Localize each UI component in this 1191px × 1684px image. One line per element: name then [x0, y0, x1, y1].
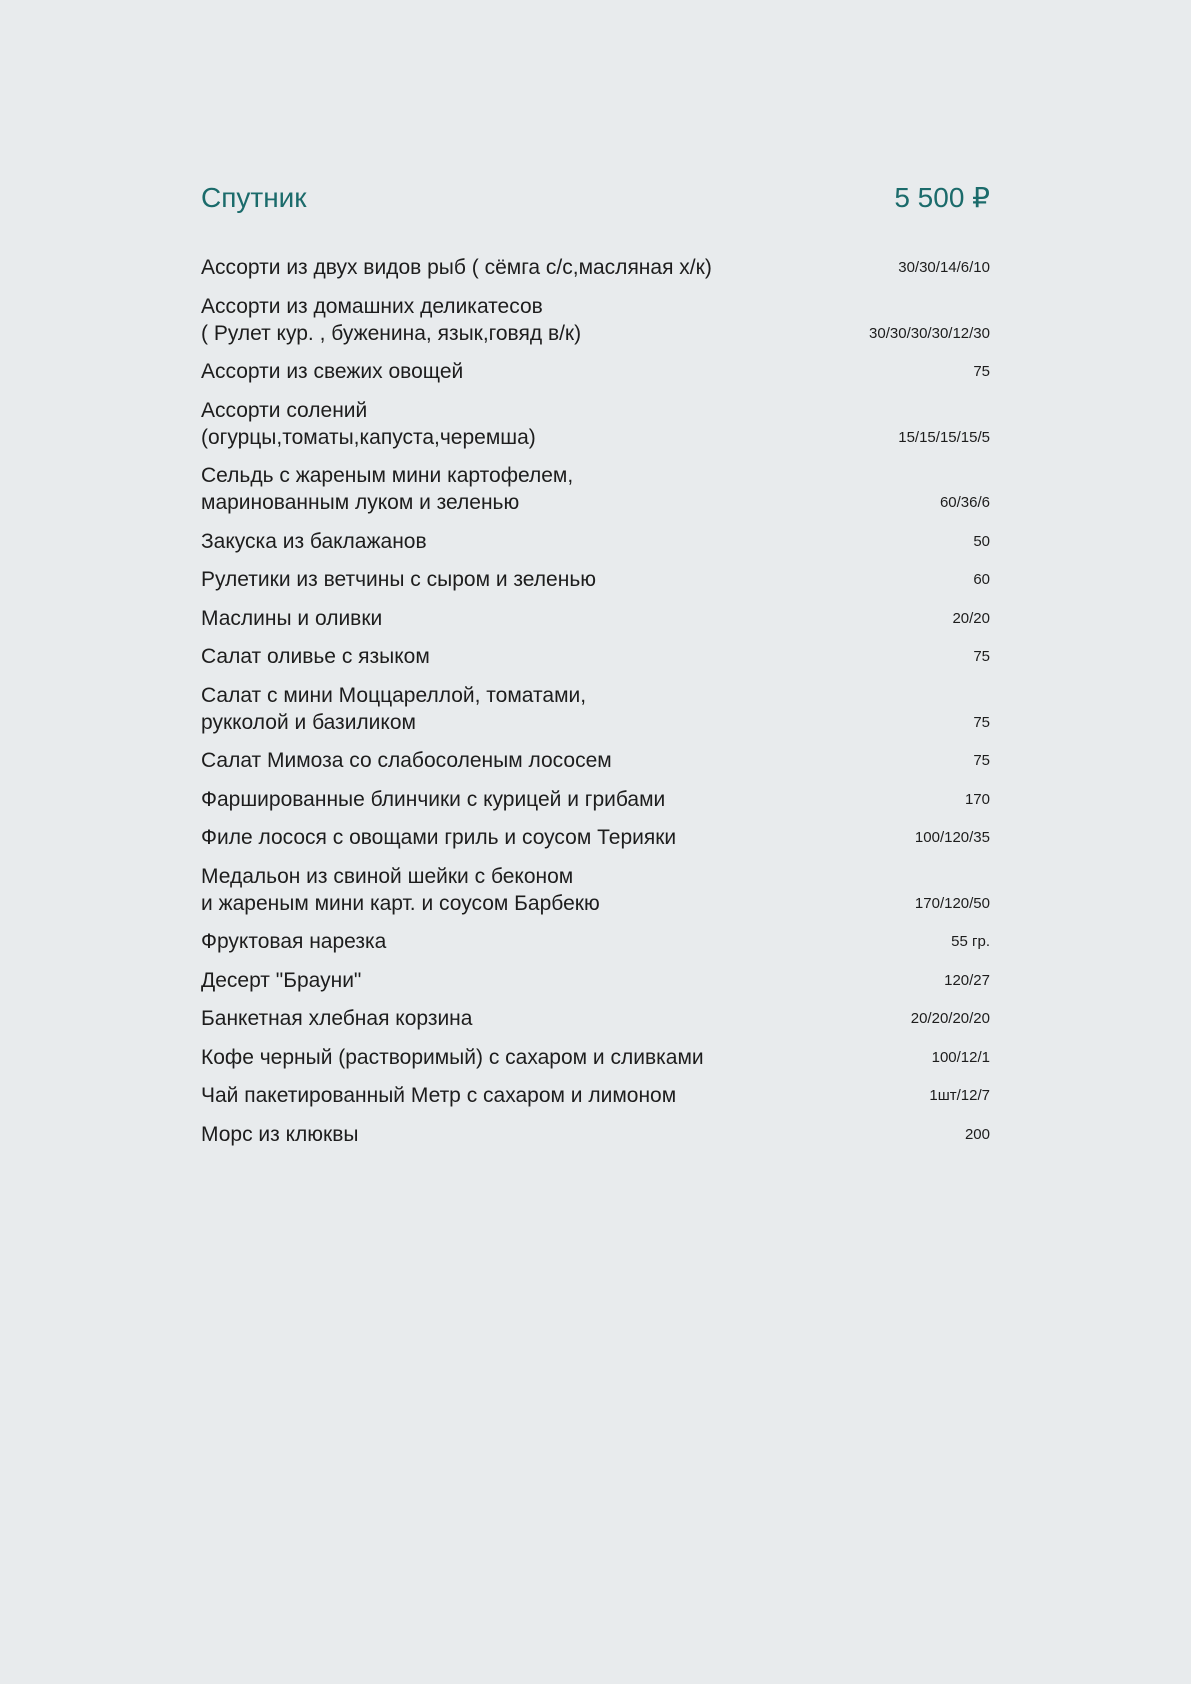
list-item [201, 824, 990, 851]
item-name: Чай пакетированный Метр с сахаром и лимоном [201, 1084, 677, 1107]
list-item [201, 863, 990, 917]
menu-price: 5 500 ₽ [894, 182, 990, 213]
item-weight: 30/30/30/30/12/30 [869, 324, 990, 342]
item-name: Морс из клюквы [201, 1122, 359, 1146]
item-weight: 50 [973, 532, 990, 550]
item-weight: 75 [973, 752, 990, 769]
item-name: Салат Мимоза со слабосоленым лососем [201, 749, 612, 772]
item-name: Кофе черный (растворимый) с сахаром и сливками [201, 1045, 704, 1069]
list-item [201, 1005, 990, 1032]
item-weight: 170 [964, 790, 990, 808]
item-weight: 1шт/12/7 [929, 1087, 990, 1104]
item-name: Рулетики из ветчины с сыром и зеленью [201, 568, 597, 591]
item-name: Салат с мини Моццареллой, томатами, рукколой и базиликом [201, 683, 587, 734]
list-item [201, 747, 990, 774]
item-name: Фаршированные блинчики с курицей и грибами [201, 787, 666, 811]
item-name: Маслины и оливки [201, 606, 383, 630]
list-item [201, 566, 990, 593]
item-weight: 20/20 [952, 609, 990, 627]
item-weight: 120/27 [944, 971, 990, 989]
item-weight: 75 [973, 648, 990, 665]
menu-title: Спутник [201, 182, 307, 213]
item-name: Филе лосося с овощами гриль и соусом Терияки [201, 826, 677, 849]
list-item [201, 643, 990, 670]
item-weight: 55 гр. [951, 933, 990, 950]
list-item [201, 967, 990, 994]
item-name: Ассорти из домашних деликатесов ( Рулет кур. , буженина, язык,говяд в/к) [201, 294, 582, 345]
item-name: Салат оливье с языком [201, 645, 430, 668]
item-weight: 100/12/1 [931, 1048, 990, 1066]
list-item [201, 528, 990, 555]
list-item [201, 1121, 990, 1148]
item-weight: 170/120/50 [914, 894, 990, 912]
item-weight: 75 [973, 713, 990, 731]
item-weight: 200 [964, 1125, 990, 1143]
list-item [201, 358, 990, 385]
list-item [201, 928, 990, 955]
item-name: Медальон из свиной шейки с беконом и жареным мини карт. и соусом Барбекю [201, 864, 600, 915]
list-item [201, 786, 990, 813]
list-item [201, 462, 990, 516]
item-weight: 75 [973, 363, 990, 380]
item-name: Ассорти солений (огурцы,томаты,капуста,черемша) [201, 398, 536, 449]
list-item [201, 293, 990, 347]
list-item [201, 605, 990, 632]
item-weight: 20/20/20/20 [910, 1010, 990, 1027]
item-weight: 30/30/14/6/10 [898, 259, 990, 276]
list-item [201, 682, 990, 736]
list-item [201, 397, 990, 451]
item-weight: 60/36/6 [939, 494, 990, 511]
list-item [201, 254, 990, 281]
item-name: Фруктовая нарезка [201, 930, 387, 953]
menu-page [201, 170, 990, 1148]
item-name: Ассорти из свежих овощей [201, 360, 464, 383]
item-name: Десерт "Брауни" [201, 968, 362, 992]
item-name: Банкетная хлебная корзина [201, 1007, 473, 1030]
menu-list [201, 254, 990, 1148]
item-weight: 60 [973, 571, 990, 588]
list-item [201, 1082, 990, 1109]
item-weight: 15/15/15/15/5 [898, 428, 990, 446]
item-name: Сельдь с жареным мини картофелем, маринованным луком и зеленью [201, 464, 574, 514]
list-item [201, 1044, 990, 1071]
item-name: Закуска из баклажанов [201, 529, 427, 553]
menu-header [201, 170, 990, 226]
item-name: Ассорти из двух видов рыб ( сёмга с/с,масляная х/к) [201, 256, 712, 279]
item-weight: 100/120/35 [914, 829, 990, 846]
